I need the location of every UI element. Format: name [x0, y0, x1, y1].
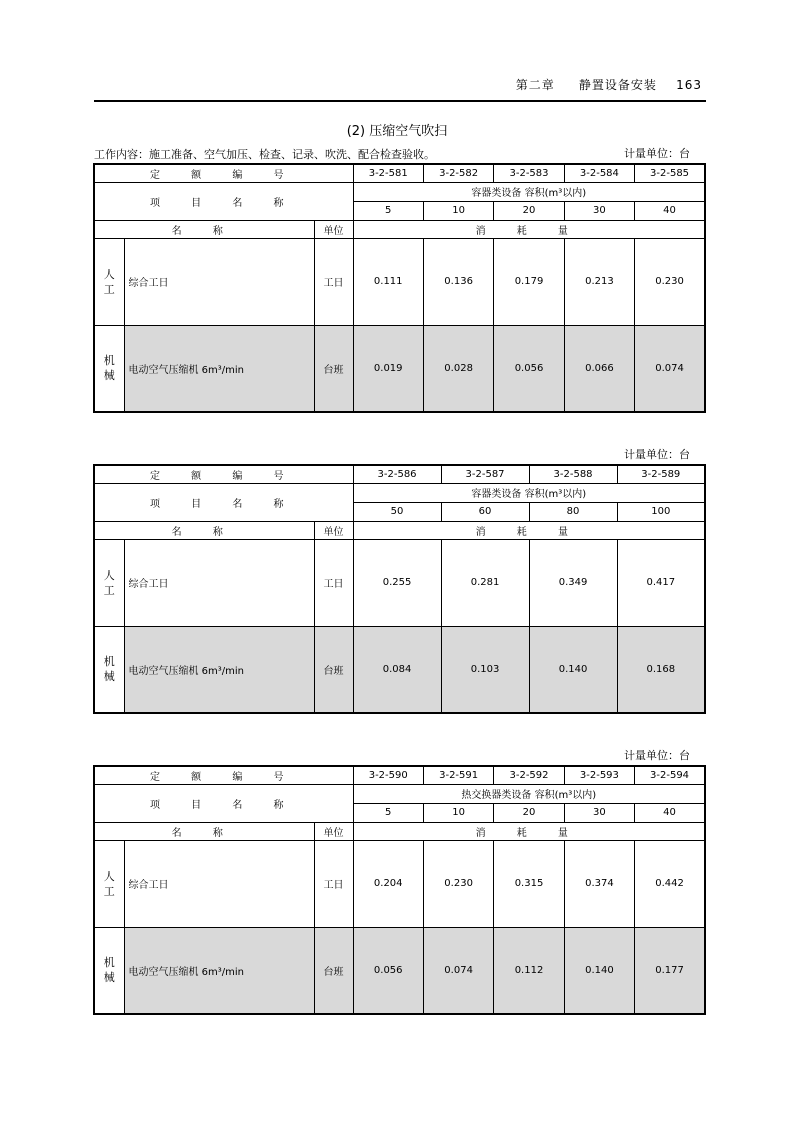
table-row: [94, 238, 705, 325]
work-content: 工作内容：施工准备、空气加压、检查、记录、吹洗、配合检查验收。: [94, 148, 435, 161]
category-label: 人工: [103, 568, 115, 597]
consumption-value: 0.140: [564, 927, 634, 1014]
table-row: [94, 325, 705, 412]
category-cell: [94, 238, 124, 325]
unit-label: 计量单位：台: [624, 147, 690, 160]
table-row: [94, 539, 705, 626]
size-value: 30: [564, 201, 634, 220]
code-label: 定 额 编 号: [94, 465, 353, 483]
size-value: 50: [353, 502, 441, 521]
item-name-label: 项 目 名 称: [94, 784, 353, 822]
consumption-value: 0.111: [353, 238, 423, 325]
quota-code: 3-2-583: [494, 164, 564, 182]
consumption-value: 0.074: [423, 927, 493, 1014]
consumption-value: 0.204: [353, 840, 423, 927]
consumption-value: 0.103: [441, 626, 529, 713]
quota-code: 3-2-594: [635, 766, 705, 784]
header-text: [516, 76, 702, 93]
consumption-value: 0.255: [353, 539, 441, 626]
code-label: 定 额 编 号: [94, 766, 353, 784]
size-value: 60: [441, 502, 529, 521]
category-cell: [94, 626, 124, 713]
header-rule: [94, 100, 706, 102]
quota-table: [93, 765, 706, 1015]
quota-code: 3-2-586: [353, 465, 441, 483]
quota-code: 3-2-588: [529, 465, 617, 483]
resource-name: 电动空气压缩机 6m³/min: [124, 626, 314, 713]
unit-label: 计量单位：台: [624, 749, 690, 762]
consumption-value: 0.213: [564, 238, 634, 325]
category-label: 机械: [103, 655, 115, 684]
code-row: [94, 164, 705, 182]
size-value: 30: [564, 803, 634, 822]
column-header-row: [94, 521, 705, 539]
quota-code: 3-2-584: [564, 164, 634, 182]
consumption-value: 0.442: [635, 840, 705, 927]
unit-label: 计量单位：台: [624, 448, 690, 461]
resource-unit: 台班: [314, 626, 353, 713]
resource-unit: 工日: [314, 238, 353, 325]
consumption-value: 0.056: [494, 325, 564, 412]
size-value: 5: [353, 201, 423, 220]
consumption-value: 0.112: [494, 927, 564, 1014]
resource-name: 综合工日: [124, 238, 314, 325]
consumption-value: 0.168: [617, 626, 705, 713]
quota-table: [93, 464, 706, 714]
quota-code: 3-2-587: [441, 465, 529, 483]
section-title: (2) 压缩空气吹扫: [346, 124, 448, 139]
size-value: 40: [635, 803, 705, 822]
name-label: 名 称: [94, 521, 314, 539]
size-value: 20: [494, 803, 564, 822]
size-value: 10: [423, 803, 493, 822]
size-value: 40: [635, 201, 705, 220]
size-value: 20: [494, 201, 564, 220]
item-name-label: 项 目 名 称: [94, 182, 353, 220]
category-cell: [94, 840, 124, 927]
page-number: 163: [676, 78, 702, 92]
code-row: [94, 766, 705, 784]
group-row: [94, 784, 705, 803]
resource-name: 电动空气压缩机 6m³/min: [124, 927, 314, 1014]
consumption-value: 0.315: [494, 840, 564, 927]
category-label: 机械: [103, 354, 115, 383]
quota-code: 3-2-592: [494, 766, 564, 784]
size-value: 5: [353, 803, 423, 822]
consumption-value: 0.136: [423, 238, 493, 325]
consumption-value: 0.179: [494, 238, 564, 325]
consumption-label: 消 耗 量: [353, 521, 705, 539]
consumption-value: 0.230: [635, 238, 705, 325]
size-value: 10: [423, 201, 493, 220]
size-value: 80: [529, 502, 617, 521]
category-label: 机械: [103, 956, 115, 985]
category-label: 人工: [103, 869, 115, 898]
size-value: 100: [617, 502, 705, 521]
consumption-value: 0.084: [353, 626, 441, 713]
quota-table: [93, 163, 706, 413]
consumption-value: 0.374: [564, 840, 634, 927]
consumption-label: 消 耗 量: [353, 822, 705, 840]
group-row: [94, 483, 705, 502]
consumption-value: 0.056: [353, 927, 423, 1014]
code-row: [94, 465, 705, 483]
quota-code: 3-2-593: [564, 766, 634, 784]
consumption-value: 0.074: [635, 325, 705, 412]
table-row: [94, 626, 705, 713]
consumption-value: 0.417: [617, 539, 705, 626]
equipment-group: 容器类设备 容积(m³以内): [353, 182, 705, 201]
column-header-row: [94, 822, 705, 840]
item-name-label: 项 目 名 称: [94, 483, 353, 521]
consumption-value: 0.028: [423, 325, 493, 412]
category-cell: [94, 927, 124, 1014]
resource-name: 综合工日: [124, 539, 314, 626]
resource-name: 电动空气压缩机 6m³/min: [124, 325, 314, 412]
consumption-value: 0.281: [441, 539, 529, 626]
consumption-value: 0.066: [564, 325, 634, 412]
page-header: [94, 76, 706, 98]
category-label: 人工: [103, 267, 115, 296]
section-label: 静置设备安装: [578, 78, 657, 92]
column-header-row: [94, 220, 705, 238]
consumption-value: 0.019: [353, 325, 423, 412]
quota-code: 3-2-589: [617, 465, 705, 483]
category-cell: [94, 539, 124, 626]
unit-column-label: 单位: [314, 220, 353, 238]
table-row: [94, 840, 705, 927]
quota-code: 3-2-591: [423, 766, 493, 784]
group-row: [94, 182, 705, 201]
table-row: [94, 927, 705, 1014]
unit-column-label: 单位: [314, 822, 353, 840]
consumption-label: 消 耗 量: [353, 220, 705, 238]
equipment-group: 热交换器类设备 容积(m³以内): [353, 784, 705, 803]
resource-name: 综合工日: [124, 840, 314, 927]
consumption-value: 0.349: [529, 539, 617, 626]
resource-unit: 工日: [314, 840, 353, 927]
quota-code: 3-2-590: [353, 766, 423, 784]
resource-unit: 台班: [314, 927, 353, 1014]
quota-code: 3-2-582: [423, 164, 493, 182]
consumption-value: 0.230: [423, 840, 493, 927]
name-label: 名 称: [94, 220, 314, 238]
resource-unit: 工日: [314, 539, 353, 626]
unit-column-label: 单位: [314, 521, 353, 539]
name-label: 名 称: [94, 822, 314, 840]
quota-code: 3-2-581: [353, 164, 423, 182]
equipment-group: 容器类设备 容积(m³以内): [353, 483, 705, 502]
quota-code: 3-2-585: [635, 164, 705, 182]
consumption-value: 0.177: [635, 927, 705, 1014]
chapter-label: 第二章: [515, 78, 555, 92]
category-cell: [94, 325, 124, 412]
code-label: 定 额 编 号: [94, 164, 353, 182]
consumption-value: 0.140: [529, 626, 617, 713]
resource-unit: 台班: [314, 325, 353, 412]
